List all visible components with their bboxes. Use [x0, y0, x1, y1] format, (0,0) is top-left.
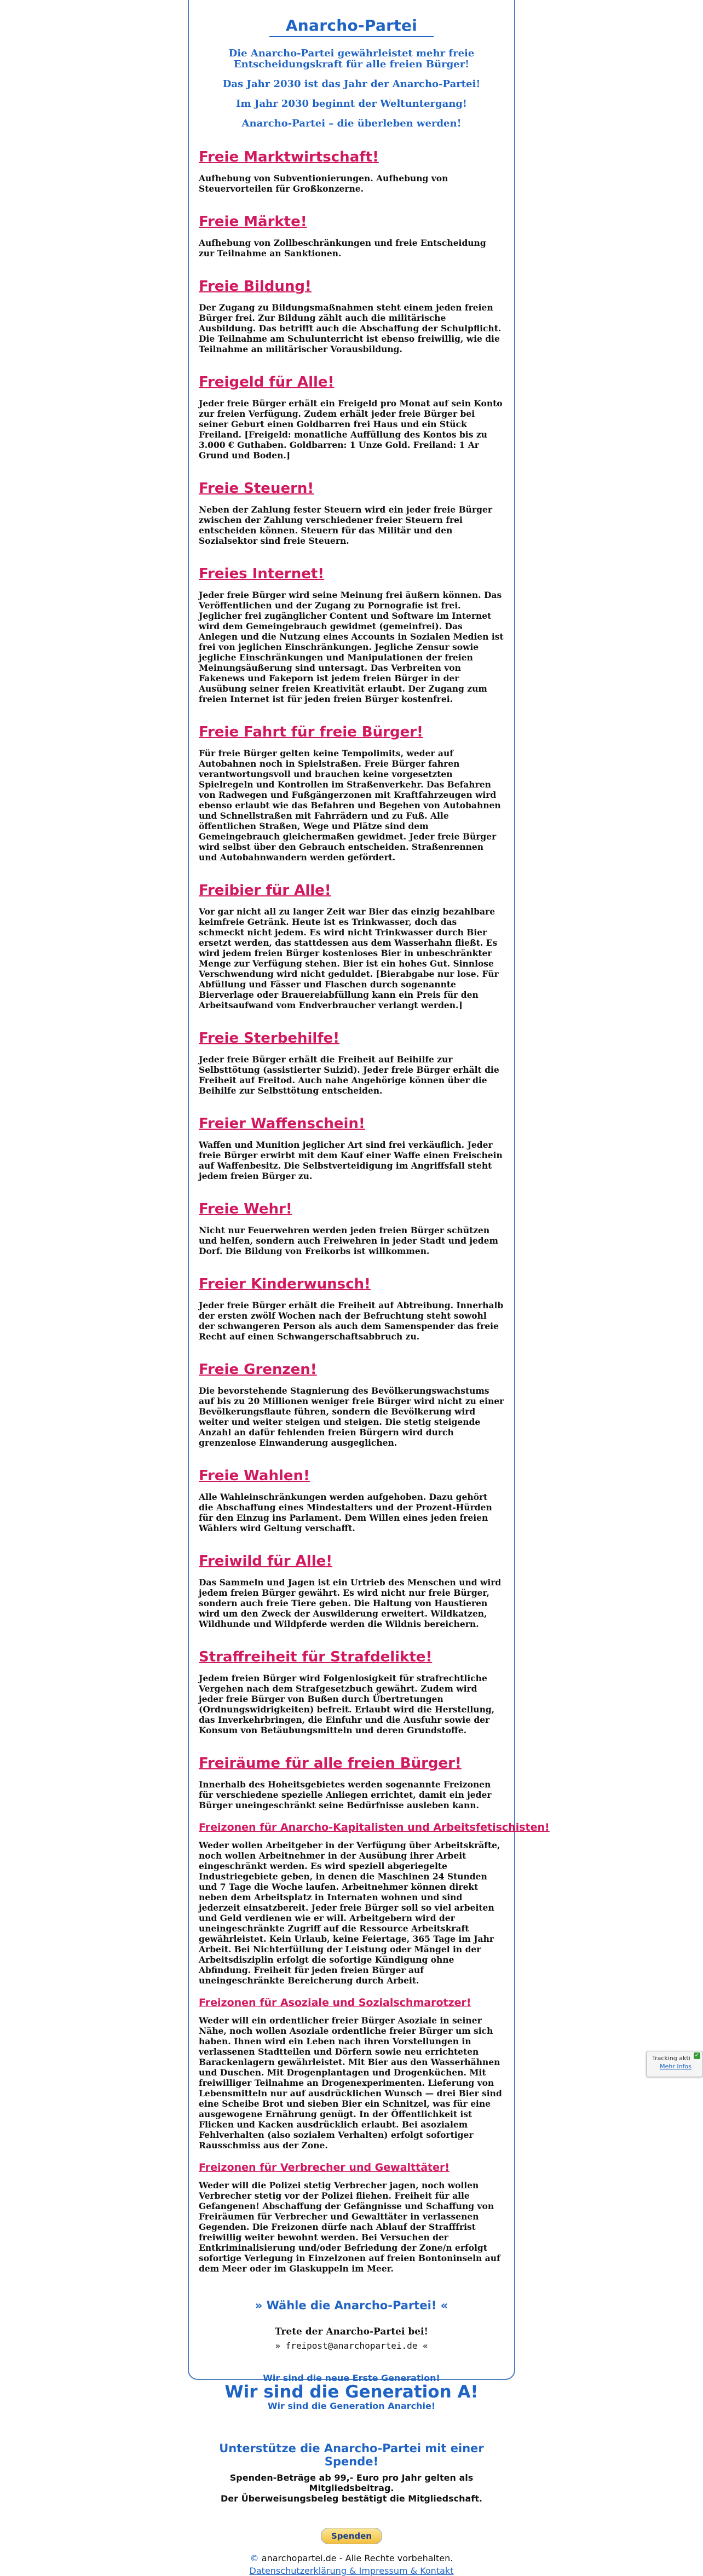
section-heading: Freie Steuern! — [199, 480, 314, 497]
title-underline — [269, 36, 434, 37]
section-freiwild — [199, 1553, 504, 1629]
slogan: Anarcho-Partei – die überleben werden! — [241, 118, 462, 129]
section-text: Innerhalb des Hoheitsgebietes werden sogenannte Freizonen für verschiedene spezielle Anliegen errichtet, damit ein jeder Bürger uneingeschränkt seine Bedürfnisse ausleben kann. — [199, 1779, 492, 1810]
section-sterbehilfe — [199, 1030, 504, 1096]
section-waffenschein — [199, 1116, 504, 1181]
section-text: Nicht nur Feuerwehren werden jeden freien Bürger schützen und helfen, sondern auch Freiwehren in jeder Stadt und jedem Dorf. Die Bildung von Freikorbs ist willkommen. — [199, 1225, 498, 1256]
copyright-text: anarchopartei.de - Alle Rechte vorbehalten. — [258, 2553, 453, 2563]
section-text: Alle Wahleinschränkungen werden aufgehoben. Dazu gehört die Abschaffung eines Mindestalters und der Prozent-Hürden für den Einzug ins Parlament. Dem Willen eines jeden freien Wählers wird Geltung verschafft. — [199, 1492, 492, 1533]
section-text: Aufhebung von Subventionierungen. Aufhebung von Steuervorteilen für Großkonzerne. — [199, 173, 448, 194]
privacy-link[interactable]: Datenschutzerklärung & Impressum & Kontakt — [249, 2566, 454, 2576]
slogan: Im Jahr 2030 beginnt der Weltuntergang! — [236, 98, 467, 110]
section-heading: Freigeld für Alle! — [199, 374, 335, 390]
section-freigeld — [199, 374, 504, 461]
section-internet — [199, 566, 504, 704]
donation-heading: Unterstütze die Anarcho-Partei mit einer Spende! — [219, 2442, 484, 2468]
tracking-widget[interactable] — [646, 2051, 703, 2077]
donate-button[interactable]: Spenden — [321, 2528, 382, 2544]
slogan-block — [199, 48, 504, 129]
subsection-text: Weder will ein ordentlicher freier Bürger Asoziale in seiner Nähe, noch wollen Asoziale ordentliche freier Bürger um sich haben. Ihnen wird ein Leben nach ihren Vorstellungen in verlassenen Stadtteilen und Dörfern sowie neu errichteten Barackenlagern gewährleistet. Mit Bier aus den Wasserhähnen und Duschen. Mit Drogenplantagen und Drogenküchen. Mit freiwilliger Teilnahme an Drogenexperimenten. Lieferung von Lebensmitteln nur auf ausdrücklichen Wunsch — drei Bier sind eine Scheibe Brot und sieben Bier ein Schnitzel, was für eine ausgewogene Ernährung genügt. In der Öffentlichkeit ist Flicken und Kacken ausdrücklich erlaubt. Bei asozialem Fehlverhalten (also sozialem Verhalten) erfolgt sofortiger Rausschmiss aus der Zone. — [199, 2015, 502, 2150]
tracking-text: Tracking akti — [652, 2055, 690, 2062]
donation-info: Der Überweisungsbeleg bestätigt die Mitgliedschaft. — [221, 2493, 482, 2504]
donation-info: Spenden-Beträge ab 99,- Euro pro Jahr gelten als Mitgliedsbeitrag. — [229, 2473, 474, 2493]
copyright-symbol: © — [250, 2553, 259, 2563]
section-text: Jeder freie Bürger wird seine Meinung frei äußern können. Das Veröffentlichen und der Zugang zu Pornografie ist frei. Jeglicher frei zugänglicher Content und Software im Internet wird dem Gemeingebrauch gewidmet (gemeinfrei). Das Anlegen und die Nutzung eines Accounts in Sozialen Medien ist frei von jeglichen Einschränkungen. Jegliche Zensur sowie jegliche Einschränkungen und Manipulationen der freien Meinungsäußerung sind untersagt. Das Verbreiten von Fakenews und Fakeporn ist jedem freien Bürger in der Ausübung seiner freien Kreativität erlaubt. Der Zugang zum freien Internet ist für jeden freien Bürger kostenfrei. — [199, 590, 504, 704]
section-bildung — [199, 278, 504, 354]
section-text: Der Zugang zu Bildungsmaßnahmen steht einem jeden freien Bürger frei. Zur Bildung zählt auch die militärische Ausbildung. Das betrifft auch die Abschaffung der Schulpflicht. Die Teilnahme am Schulunterricht ist ebenso freiwillig, wie die Teilnahme an militärischer Vorausbildung. — [199, 302, 502, 354]
section-text: Aufhebung von Zollbeschränkungen und freie Entscheidung zur Teilnahme an Sanktionen. — [199, 238, 486, 258]
slogan: Die Anarcho-Partei gewährleistet mehr freie Entscheidungskraft für alle freien Bürger! — [228, 48, 475, 70]
section-heading: Freie Bildung! — [199, 278, 312, 295]
generation-headline: Wir sind die Generation A! — [224, 2382, 479, 2402]
section-wehr — [199, 1201, 504, 1256]
section-heading: Freie Sterbehilfe! — [199, 1030, 340, 1046]
subsection-text: Weder will die Polizei stetig Verbrecher jagen, noch wollen Verbrecher stetig vor der Polizei fliehen. Freiheit für alle Gefangenen! Abschaffung der Gefängnisse und Schaffung von Freiräumen für Verbrecher und Gewalttäter in verlassenen Gegenden. Die Freizonen dürfe nach Ablauf der Strafffrist freiwillig weiter bewohnt werden. Bei Versuchen der Entkriminalisierung und/oder Befriedung der Zone/n erfolgt sofortige Verlegung in Einzelzonen auf freien Bontoninseln auf dem Meer oder im Glaskuppeln im Meer. — [199, 2180, 500, 2274]
section-text: Jeder freie Bürger erhält die Freiheit auf Abtreibung. Innerhalb der ersten zwölf Wochen nach der Befruchtung steht sowohl der schwangeren Person als auch dem Samenspender das freie Recht auf einen Schwangerschaftsabbruch zu. — [199, 1300, 504, 1342]
section-text: Die bevorstehende Stagnierung des Bevölkerungswachstums auf bis zu 20 Millionen weniger freie Bürger wird nicht zu einer Bevölkerungsflaute führen, sondern die Bevölkerung wird weiter und weiter steigen und steigen. Die stetig steigende Anzahl an dafür fehlenden freien Bürgern wird durch grenzenlose Einwanderung ausgeglichen. — [199, 1385, 504, 1448]
join-text: Trete der Anarcho-Partei bei! — [275, 2326, 428, 2337]
section-text: Jeder freie Bürger erhält die Freiheit auf Beihilfe zur Selbsttötung (assistierter Suizid). Jeder freie Bürger erhält die Freiheit auf Freitod. Auch nahe Angehörige können über die Beihilfe zur Selbsttötung entscheiden. — [199, 1054, 499, 1096]
donate-button-wrap — [199, 2528, 504, 2544]
page-container — [188, 0, 550, 2576]
vote-link[interactable]: » Wähle die Anarcho-Partei! « — [255, 2299, 448, 2312]
section-text: Jedem freien Bürger wird Folgenlosigkeit für strafrechtliche Vergehen nach dem Strafgesetzbuch gewährt. Zudem wird jeder freie Bürger von Bußen durch Übertretungen (Ordnungswidrigkeiten) befreit. Erlaubt wird die Herstellung, das Inverkehrbringen, die Einfuhr und die Ausfuhr sowie der Konsum von Betäubungsmitteln und deren Grundstoffe. — [199, 1673, 495, 1735]
section-maerkte — [199, 214, 504, 258]
section-heading: Freiwild für Alle! — [199, 1553, 333, 1569]
section-text: Das Sammeln und Jagen ist ein Urtrieb des Menschen und wird jedem freien Bürger gewährt. Es wird nicht nur freie Bürger, sondern auch freie Tiere geben. Die Haltung von Haustieren wird um den Zweck der Auswilderung erweitert. Wildkatzen, Wildhunde und Wildpferde werden die Wildnis bereichern. — [199, 1577, 502, 1629]
section-kinderwunsch — [199, 1276, 504, 1342]
section-text: Jeder freie Bürger erhält ein Freigeld pro Monat auf sein Konto zur freien Verfügung. Zudem erhält jeder freie Bürger bei seiner Geburt einen Goldbarren frei Haus und ein Stück Freiland. [Freigeld: monatliche Auffüllung des Kontos bis zu 3.000 € Guthaben. Goldbarren: 1 Unze Gold. Freiland: 1 Ar Grund und Boden.] — [199, 398, 503, 461]
section-freibier — [199, 882, 504, 1010]
email-link[interactable]: » freipost@anarchopartei.de « — [275, 2341, 428, 2351]
subsection-heading: Freizonen für Asoziale und Sozialschmarotzer! — [199, 1997, 471, 2009]
generation-line: Wir sind die neue Erste Generation! — [263, 2373, 440, 2383]
section-steuern — [199, 480, 504, 546]
tracking-info-link[interactable]: Mehr Infos — [660, 2063, 692, 2070]
section-heading: Freie Marktwirtschaft! — [199, 149, 379, 165]
section-heading: Freies Internet! — [199, 566, 325, 582]
section-text: Für freie Bürger gelten keine Tempolimits, weder auf Autobahnen noch in Spielstraßen. Freie Bürger fahren verantwortungsvoll und brauchen keine vorgesetzten Spielregeln und Kontrollen im Straßenverkehr. Das Befahren von Radwegen und Fußgängerzonen mit Kraftfahrzeugen wird ebenso erlaubt wie das Befahren und Begehen von Autobahnen und Schnellstraßen mit Fahrrädern und zu Fuß. Alle öffentlichen Straßen, Wege und Plätze sind dem Gemeingebrauch gleichermaßen gewidmet. Jeder freie Bürger wird selbst über den Gebrauch entscheiden. Straßenrennen und Autobahnwandern werden gefördert. — [199, 748, 501, 863]
checkmark-icon: ✓ — [694, 2052, 700, 2058]
section-heading: Freier Waffenschein! — [199, 1116, 365, 1132]
section-heading: Freie Wehr! — [199, 1201, 292, 1217]
section-heading: Freie Fahrt für freie Bürger! — [199, 724, 423, 740]
section-text: Neben der Zahlung fester Steuern wird ein jeder freie Bürger zwischen der Zahlung verschiedener freier Steuern frei entscheiden können. Steuern für das Militär und den Sozialsektor sind freie Steuern. — [199, 504, 492, 546]
footer — [199, 2299, 504, 2576]
slogan: Das Jahr 2030 ist das Jahr der Anarcho-Partei! — [222, 78, 481, 90]
section-heading: Freie Wahlen! — [199, 1468, 310, 1484]
section-heading: Freie Märkte! — [199, 214, 307, 230]
section-grenzen — [199, 1361, 504, 1448]
section-straffreiheit — [199, 1649, 504, 1735]
section-heading: Straffreiheit für Strafdelikte! — [199, 1649, 433, 1665]
subsection-text: Weder wollen Arbeitgeber in der Verfügung über Arbeitskräfte, noch wollen Arbeitnehmer in der Ausübung ihrer Arbeit eingeschränkt werden. Es wird speziell abgeriegelte Industriegebiete geben, in denen die Maschinen 24 Stunden und 7 Tage die Woche laufen. Arbeitnehmer können direkt neben dem Arbeitsplatz in Internaten wohnen und sind jederzeit einsatzbereit. Jeder freie Bürger soll so viel arbeiten und Geld verdienen wie er will. Arbeitgebern wird der uneingeschränkte Zugriff auf die Ressource Arbeitskraft gewährleistet. Kein Urlaub, keine Feiertage, 365 Tage im Jahr Arbeit. Bei Nichterfüllung der Leistung oder Mängel in der Arbeitsdisziplin erfolgt die sofortige Kündigung ohne Abfindung. Freiheit für jeden freien Bürger auf uneingeschränkte Bereicherung durch Arbeit. — [199, 1840, 500, 1986]
section-heading: Freibier für Alle! — [199, 882, 331, 899]
program-sections — [199, 149, 550, 2274]
section-heading: Freier Kinderwunsch! — [199, 1276, 371, 1292]
section-freiraeume — [199, 1755, 550, 2274]
section-fahrt — [199, 724, 504, 863]
section-wahlen — [199, 1468, 504, 1533]
section-heading: Freie Grenzen! — [199, 1361, 317, 1378]
generation-line: Wir sind die Generation Anarchie! — [267, 2401, 436, 2411]
subsection-heading: Freizonen für Verbrecher und Gewalttäter! — [199, 2161, 450, 2174]
section-marktwirtschaft — [199, 149, 504, 194]
page-title: Anarcho-Partei — [285, 16, 418, 34]
section-heading: Freiräume für alle freien Bürger! — [199, 1755, 462, 1772]
copyright — [199, 2553, 504, 2563]
section-text: Vor gar nicht all zu langer Zeit war Bier das einzig bezahlbare keimfreie Getränk. Heute ist es Trinkwasser, doch das schmeckt nicht jedem. Es wird nicht Trinkwasser durch Bier ersetzt werden, das stattdessen aus dem Wasserhahn fließt. Es wird jedem freien Bürger kostenloses Bier in unbeschränkter Menge zur Verfügung stehen. Bier ist ein hohes Gut. Sinnlose Verschwendung wird nicht geduldet. [Bierabgabe nur lose. Für Abfüllung und Fässer und Flaschen durch sogenannte Bierverlage oder Brauereiabfüllung kann ein Preis für den Arbeitsaufwand vom Endverbraucher verlangt werden.] — [199, 906, 499, 1010]
section-text: Waffen und Munition jeglicher Art sind frei verkäuflich. Jeder freie Bürger erwirbt mit dem Kauf einer Waffe einen Freischein auf Waffenbesitz. Die Selbstverteidigung im Angriffsfall steht jedem freien Bürger zu. — [199, 1140, 503, 1181]
subsection-heading: Freizonen für Anarcho-Kapitalisten und Arbeitsfetischisten! — [199, 1821, 550, 1833]
